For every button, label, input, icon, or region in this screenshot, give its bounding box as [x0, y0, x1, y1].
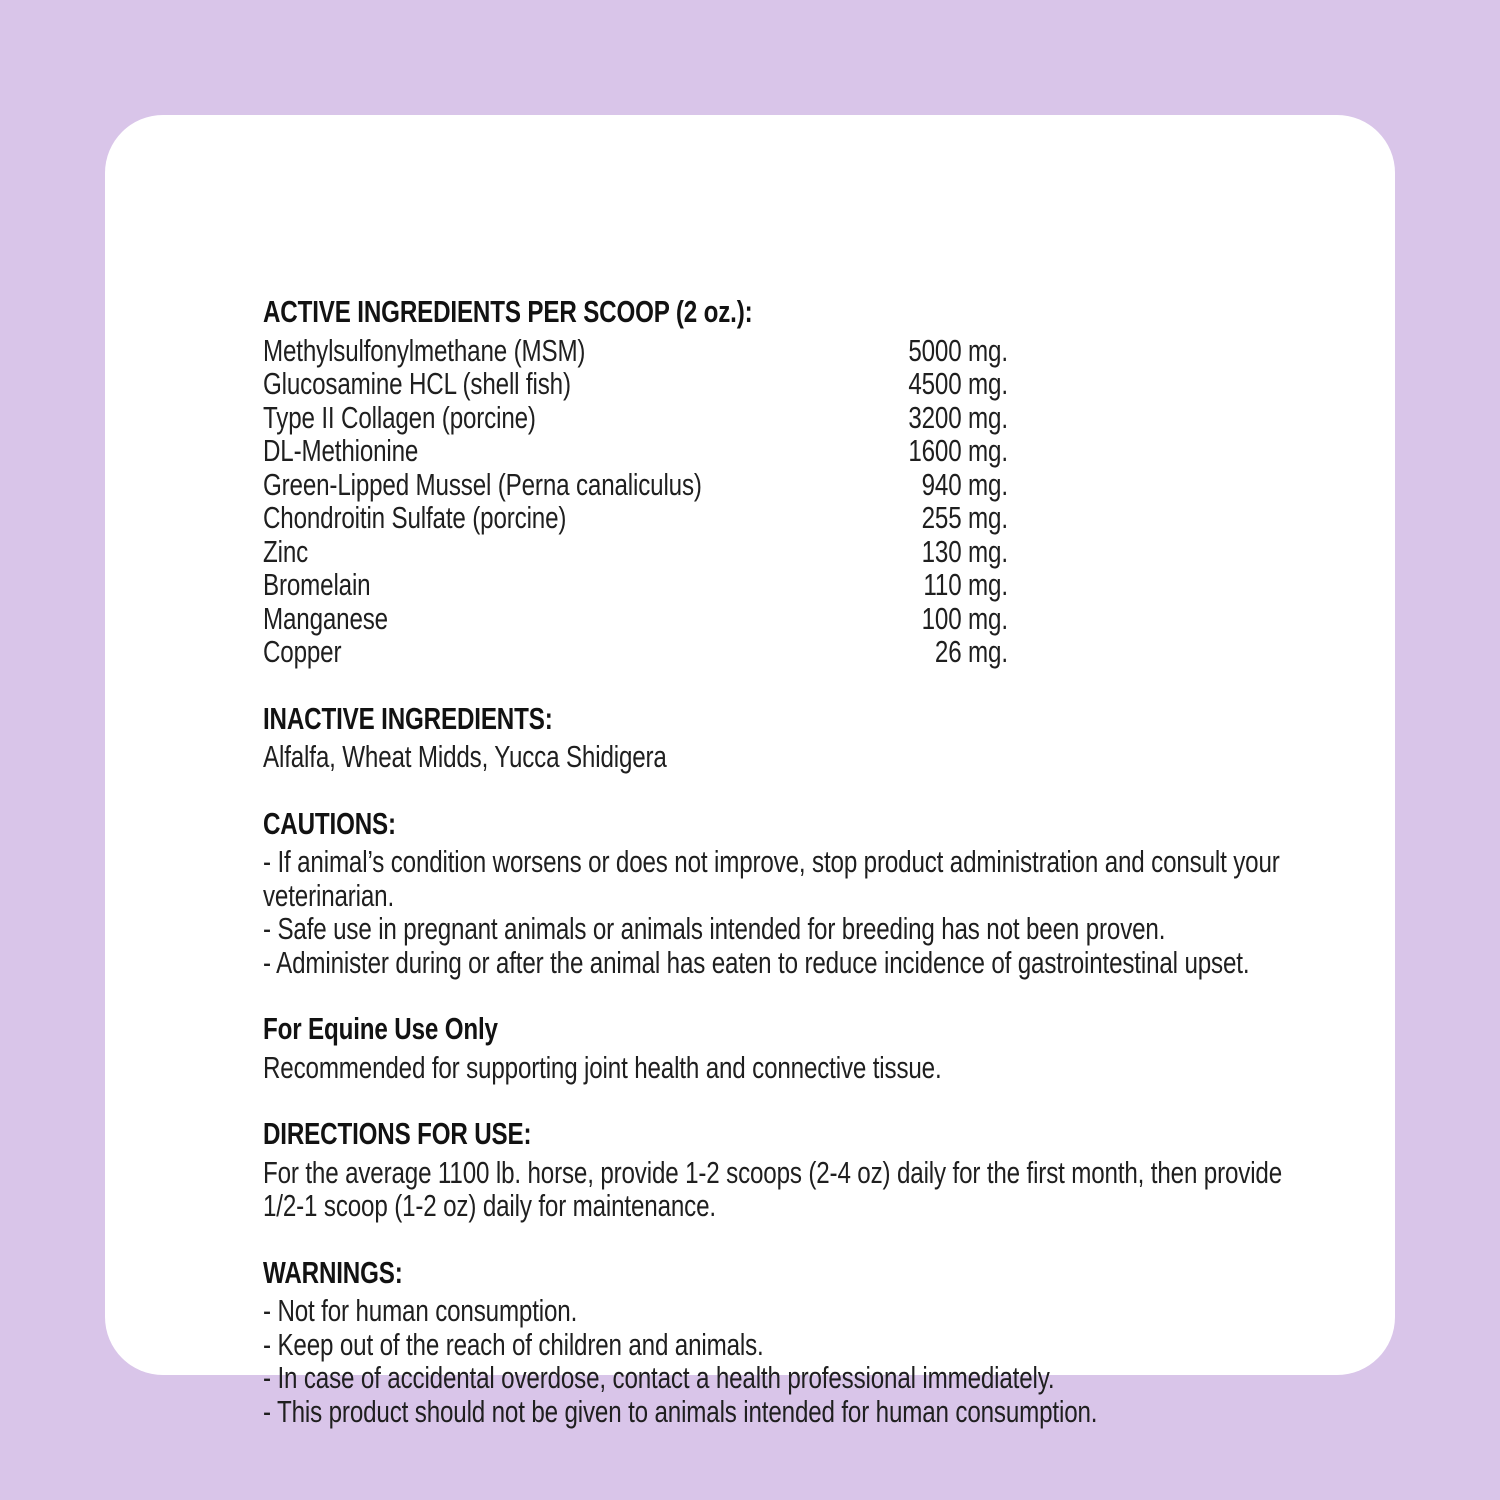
ingredient-row [263, 568, 1008, 602]
warnings-list [263, 1294, 1433, 1428]
directions-section [263, 1117, 1433, 1223]
ingredient-amount: 5000 mg. [908, 332, 1008, 368]
ingredient-amount: 1600 mg. [908, 433, 1008, 468]
ingredient-amount: 26 mg. [934, 634, 1008, 669]
ingredient-row [263, 434, 1008, 468]
ingredient-amount: 255 mg. [921, 500, 1008, 535]
active-ingredients-table [263, 334, 1008, 669]
equine-use-section [263, 1012, 1433, 1084]
label-content [263, 295, 1433, 1428]
ingredient-name: Glucosamine HCL (shell fish) [263, 366, 571, 401]
ingredient-row [263, 334, 1008, 368]
ingredient-row [263, 367, 1008, 401]
ingredient-amount: 3200 mg. [908, 399, 1008, 435]
ingredient-row [263, 468, 1008, 502]
ingredient-amount: 130 mg. [921, 533, 1008, 569]
ingredient-name: DL-Methionine [263, 433, 419, 468]
equine-use-text: Recommended for supporting joint health and connective tissue. [263, 1049, 942, 1085]
warnings-header: WARNINGS: [263, 1254, 403, 1290]
ingredient-name: Copper [263, 634, 342, 669]
warning-line: - Not for human consumption. [263, 1293, 578, 1328]
warning-line: - Keep out of the reach of children and animals. [263, 1326, 764, 1362]
ingredient-row [263, 501, 1008, 535]
ingredient-name: Zinc [263, 533, 309, 569]
ingredient-name: Type II Collagen (porcine) [263, 399, 536, 435]
ingredient-amount: 100 mg. [921, 600, 1008, 636]
ingredient-amount: 4500 mg. [908, 366, 1008, 401]
directions-line: For the average 1100 lb. horse, provide 1-2 scoops (2-4 oz) daily for the first month, then provide [263, 1154, 1283, 1190]
ingredient-name: Manganese [263, 600, 388, 636]
ingredient-name: Chondroitin Sulfate (porcine) [263, 500, 567, 535]
ingredient-row [263, 401, 1008, 435]
ingredient-name: Methylsulfonylmethane (MSM) [263, 332, 586, 368]
active-ingredients-header: ACTIVE INGREDIENTS PER SCOOP (2 oz.): [263, 294, 753, 329]
caution-line: - Administer during or after the animal has eaten to reduce incidence of gastrointestinal upset. [263, 944, 1250, 980]
inactive-ingredients-header: INACTIVE INGREDIENTS: [263, 700, 553, 736]
directions-header: DIRECTIONS FOR USE: [263, 1116, 532, 1151]
ingredient-amount: 940 mg. [921, 466, 1008, 502]
ingredient-name: Green-Lipped Mussel (Perna canaliculus) [263, 466, 702, 502]
warning-line: - In case of accidental overdose, contact a health professional immediately. [263, 1360, 1055, 1395]
ingredient-row [263, 602, 1008, 636]
ingredient-name: Bromelain [263, 567, 371, 602]
label-card [105, 115, 1395, 1429]
warning-line: - This product should not be given to animals intended for human consumption. [263, 1393, 1098, 1429]
cautions-header: CAUTIONS: [263, 805, 396, 841]
ingredient-amount: 110 mg. [923, 567, 1008, 602]
directions-list [263, 1156, 1433, 1223]
caution-line: - If animal’s condition worsens or does not improve, stop product administration and consult your [263, 844, 1280, 879]
cautions-section [263, 807, 1433, 980]
warnings-section [263, 1256, 1433, 1429]
cautions-list [263, 845, 1433, 979]
ingredient-row [263, 535, 1008, 569]
caution-line: - Safe use in pregnant animals or animals intended for breeding has not been proven. [263, 911, 1166, 946]
inactive-ingredients-text: Alfalfa, Wheat Midds, Yucca Shidigera [263, 739, 667, 774]
caution-line: veterinarian. [263, 877, 395, 913]
equine-use-header: For Equine Use Only [263, 1011, 498, 1046]
inactive-ingredients-section [263, 702, 1433, 774]
directions-line: 1/2-1 scoop (1-2 oz) daily for maintenance. [263, 1188, 716, 1223]
active-ingredients-section [263, 295, 1433, 669]
ingredient-row [263, 635, 1008, 669]
